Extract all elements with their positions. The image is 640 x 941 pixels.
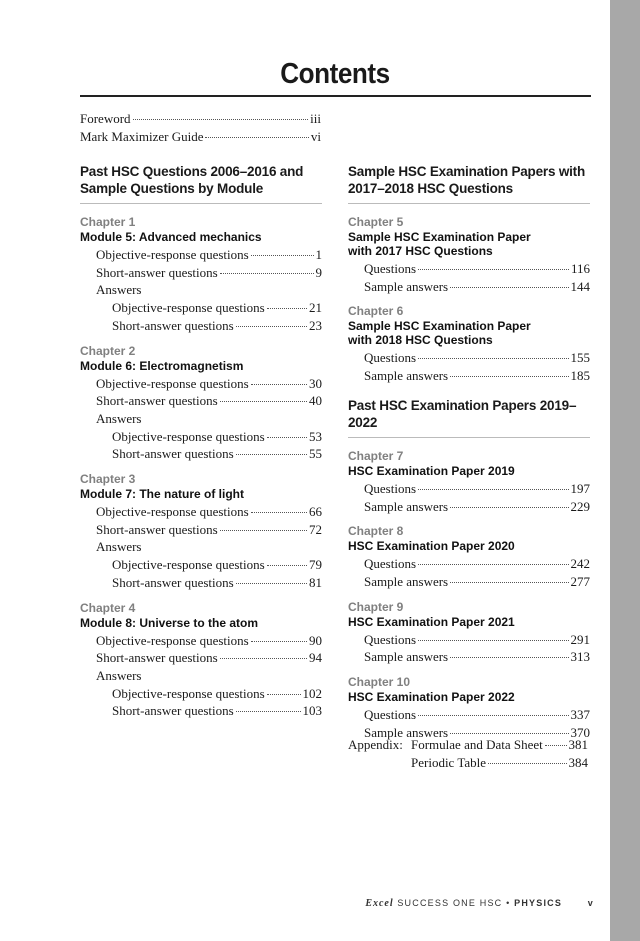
series-name: SUCCESS ONE HSC xyxy=(397,898,503,908)
paper-title: HSC Examination Paper 2022 xyxy=(348,690,515,705)
toc-entry[interactable]: Short-answer questions 23 xyxy=(112,317,322,333)
dot-leader xyxy=(236,326,307,327)
dot-leader xyxy=(450,376,568,377)
dot-leader xyxy=(418,640,569,641)
paper-title: HSC Examination Paper 2019 xyxy=(348,463,515,478)
toc-entry[interactable]: Questions 291 xyxy=(364,631,590,647)
dot-leader xyxy=(133,119,309,120)
dot-leader xyxy=(220,273,314,274)
dot-leader xyxy=(220,658,307,659)
toc-entry[interactable]: Objective-response questions 102 xyxy=(112,685,322,701)
toc-entry[interactable]: Objective-response questions 1 xyxy=(96,247,322,262)
title-rule xyxy=(80,95,591,97)
dot-leader xyxy=(236,454,307,455)
entry-page: iii xyxy=(310,111,321,126)
dot-leader xyxy=(450,507,568,508)
dot-leader xyxy=(418,715,569,716)
toc-entry[interactable]: Questions 242 xyxy=(364,556,590,572)
chapter-label: Chapter 4 xyxy=(80,600,136,615)
toc-entry[interactable]: Sample answers 185 xyxy=(364,368,590,384)
paper-title: Sample HSC Examination Paper with 2018 HSC Questions xyxy=(348,319,531,348)
toc-entry-formulae[interactable]: Appendix: Formulae and Data Sheet 381 xyxy=(348,737,588,752)
dot-leader xyxy=(220,401,307,402)
toc-entry[interactable]: Objective-response questions 21 xyxy=(112,300,322,316)
chapter-label: Chapter 1 xyxy=(80,215,136,229)
toc-entry[interactable]: Questions 337 xyxy=(364,707,590,723)
dot-leader xyxy=(236,711,301,712)
toc-entry[interactable]: Short-answer questions 72 xyxy=(96,521,322,537)
toc-entry[interactable]: Objective-response questions 53 xyxy=(112,428,322,444)
dot-leader xyxy=(205,137,308,138)
paper-title: HSC Examination Paper 2020 xyxy=(348,539,515,554)
answers-label: Answers xyxy=(96,667,142,683)
toc-entry[interactable]: Short-answer questions 94 xyxy=(96,650,322,666)
answers-label: Answers xyxy=(96,410,142,426)
chapter-label: Chapter 7 xyxy=(348,448,404,463)
toc-entry[interactable]: Questions 155 xyxy=(364,350,590,366)
toc-entry-periodic-table[interactable]: Periodic Table 384 xyxy=(411,754,588,770)
dot-leader xyxy=(488,763,566,764)
chapter-label: Chapter 8 xyxy=(348,524,404,539)
answers-label: Answers xyxy=(96,539,142,555)
chapter-label: Chapter 2 xyxy=(80,343,136,358)
section-heading: Past HSC Questions 2006–2016 and Sample Questions by Module xyxy=(80,164,304,196)
dot-leader xyxy=(418,358,569,359)
chapter-label: Chapter 10 xyxy=(348,675,411,690)
section-rule xyxy=(80,203,322,204)
brand-name: Excel xyxy=(365,898,394,909)
dot-leader xyxy=(450,657,568,658)
dot-leader xyxy=(418,489,569,490)
toc-entry-mark-maximizer[interactable] xyxy=(80,128,321,146)
entry-page: vi xyxy=(310,128,321,144)
toc-entry[interactable]: Short-answer questions 55 xyxy=(112,446,322,462)
toc-entry[interactable]: Sample answers 277 xyxy=(364,573,590,589)
entry-text: Mark Maximizer Guide xyxy=(80,128,204,144)
dot-leader xyxy=(267,694,301,695)
dot-leader xyxy=(450,582,568,583)
appendix xyxy=(348,736,588,771)
toc-entry[interactable]: Sample answers 144 xyxy=(364,278,590,294)
toc-entry[interactable]: Objective-response questions 79 xyxy=(112,557,322,573)
toc-entry[interactable]: Objective-response questions 30 xyxy=(96,375,322,391)
toc-entry[interactable]: Short-answer questions 81 xyxy=(112,574,322,590)
dot-leader xyxy=(251,384,307,385)
dot-leader xyxy=(418,564,569,565)
entry-text: Foreword xyxy=(80,111,131,126)
dot-leader xyxy=(450,287,568,288)
dot-leader xyxy=(418,269,569,270)
toc-entry[interactable]: Objective-response questions 90 xyxy=(96,632,322,648)
footer-separator: • xyxy=(506,898,511,908)
subject-name: PHYSICS xyxy=(514,898,563,908)
section-heading: Sample HSC Examination Papers with 2017–2018 HSC Questions xyxy=(348,164,586,196)
dot-leader xyxy=(267,308,307,309)
paper-title: HSC Examination Paper 2021 xyxy=(348,614,515,629)
toc-entry[interactable]: Sample answers 313 xyxy=(364,649,590,665)
dot-leader xyxy=(545,745,567,746)
section-heading: Past HSC Examination Papers 2019–2022 xyxy=(348,397,577,430)
chapter-label: Chapter 5 xyxy=(348,215,404,229)
dot-leader xyxy=(267,565,307,566)
dot-leader xyxy=(251,255,314,256)
paper-title: Sample HSC Examination Paper with 2017 HSC Questions xyxy=(348,230,531,258)
toc-entry[interactable]: Sample answers 370 xyxy=(364,724,590,740)
toc-entry[interactable]: Objective-response questions 66 xyxy=(96,504,322,520)
dot-leader xyxy=(450,733,568,734)
toc-entry-foreword[interactable] xyxy=(80,110,321,128)
chapter-label: Chapter 9 xyxy=(348,599,404,614)
section-rule xyxy=(348,203,590,204)
module-title: Module 7: The nature of light xyxy=(80,487,244,502)
module-title: Module 5: Advanced mechanics xyxy=(80,230,262,244)
toc-entry[interactable]: Questions 116 xyxy=(364,261,590,276)
answers-label: Answers xyxy=(96,282,142,298)
dot-leader xyxy=(267,437,307,438)
appendix-label: Appendix: xyxy=(348,737,403,752)
dot-leader xyxy=(251,512,307,513)
chapter-label: Chapter 3 xyxy=(80,472,136,487)
front-matter xyxy=(80,110,321,145)
chapter-label: Chapter 6 xyxy=(348,304,404,319)
left-column xyxy=(80,163,322,720)
right-column xyxy=(348,163,590,741)
page-number: v xyxy=(587,898,594,908)
page-title: Contents xyxy=(280,58,390,90)
toc-entry[interactable]: Short-answer questions 103 xyxy=(112,703,322,719)
page-footer xyxy=(365,898,594,909)
module-title: Module 8: Universe to the atom xyxy=(80,615,259,630)
section-rule xyxy=(348,437,590,438)
toc-entry[interactable]: Sample answers 229 xyxy=(364,498,590,514)
toc-entry[interactable]: Short-answer questions 40 xyxy=(96,393,322,409)
page-edge-bar xyxy=(610,0,640,941)
dot-leader xyxy=(220,530,307,531)
dot-leader xyxy=(251,641,307,642)
toc-entry[interactable]: Questions 197 xyxy=(364,480,590,496)
toc-entry[interactable]: Short-answer questions 9 xyxy=(96,264,322,280)
module-title: Module 6: Electromagnetism xyxy=(80,358,244,373)
dot-leader xyxy=(236,583,307,584)
